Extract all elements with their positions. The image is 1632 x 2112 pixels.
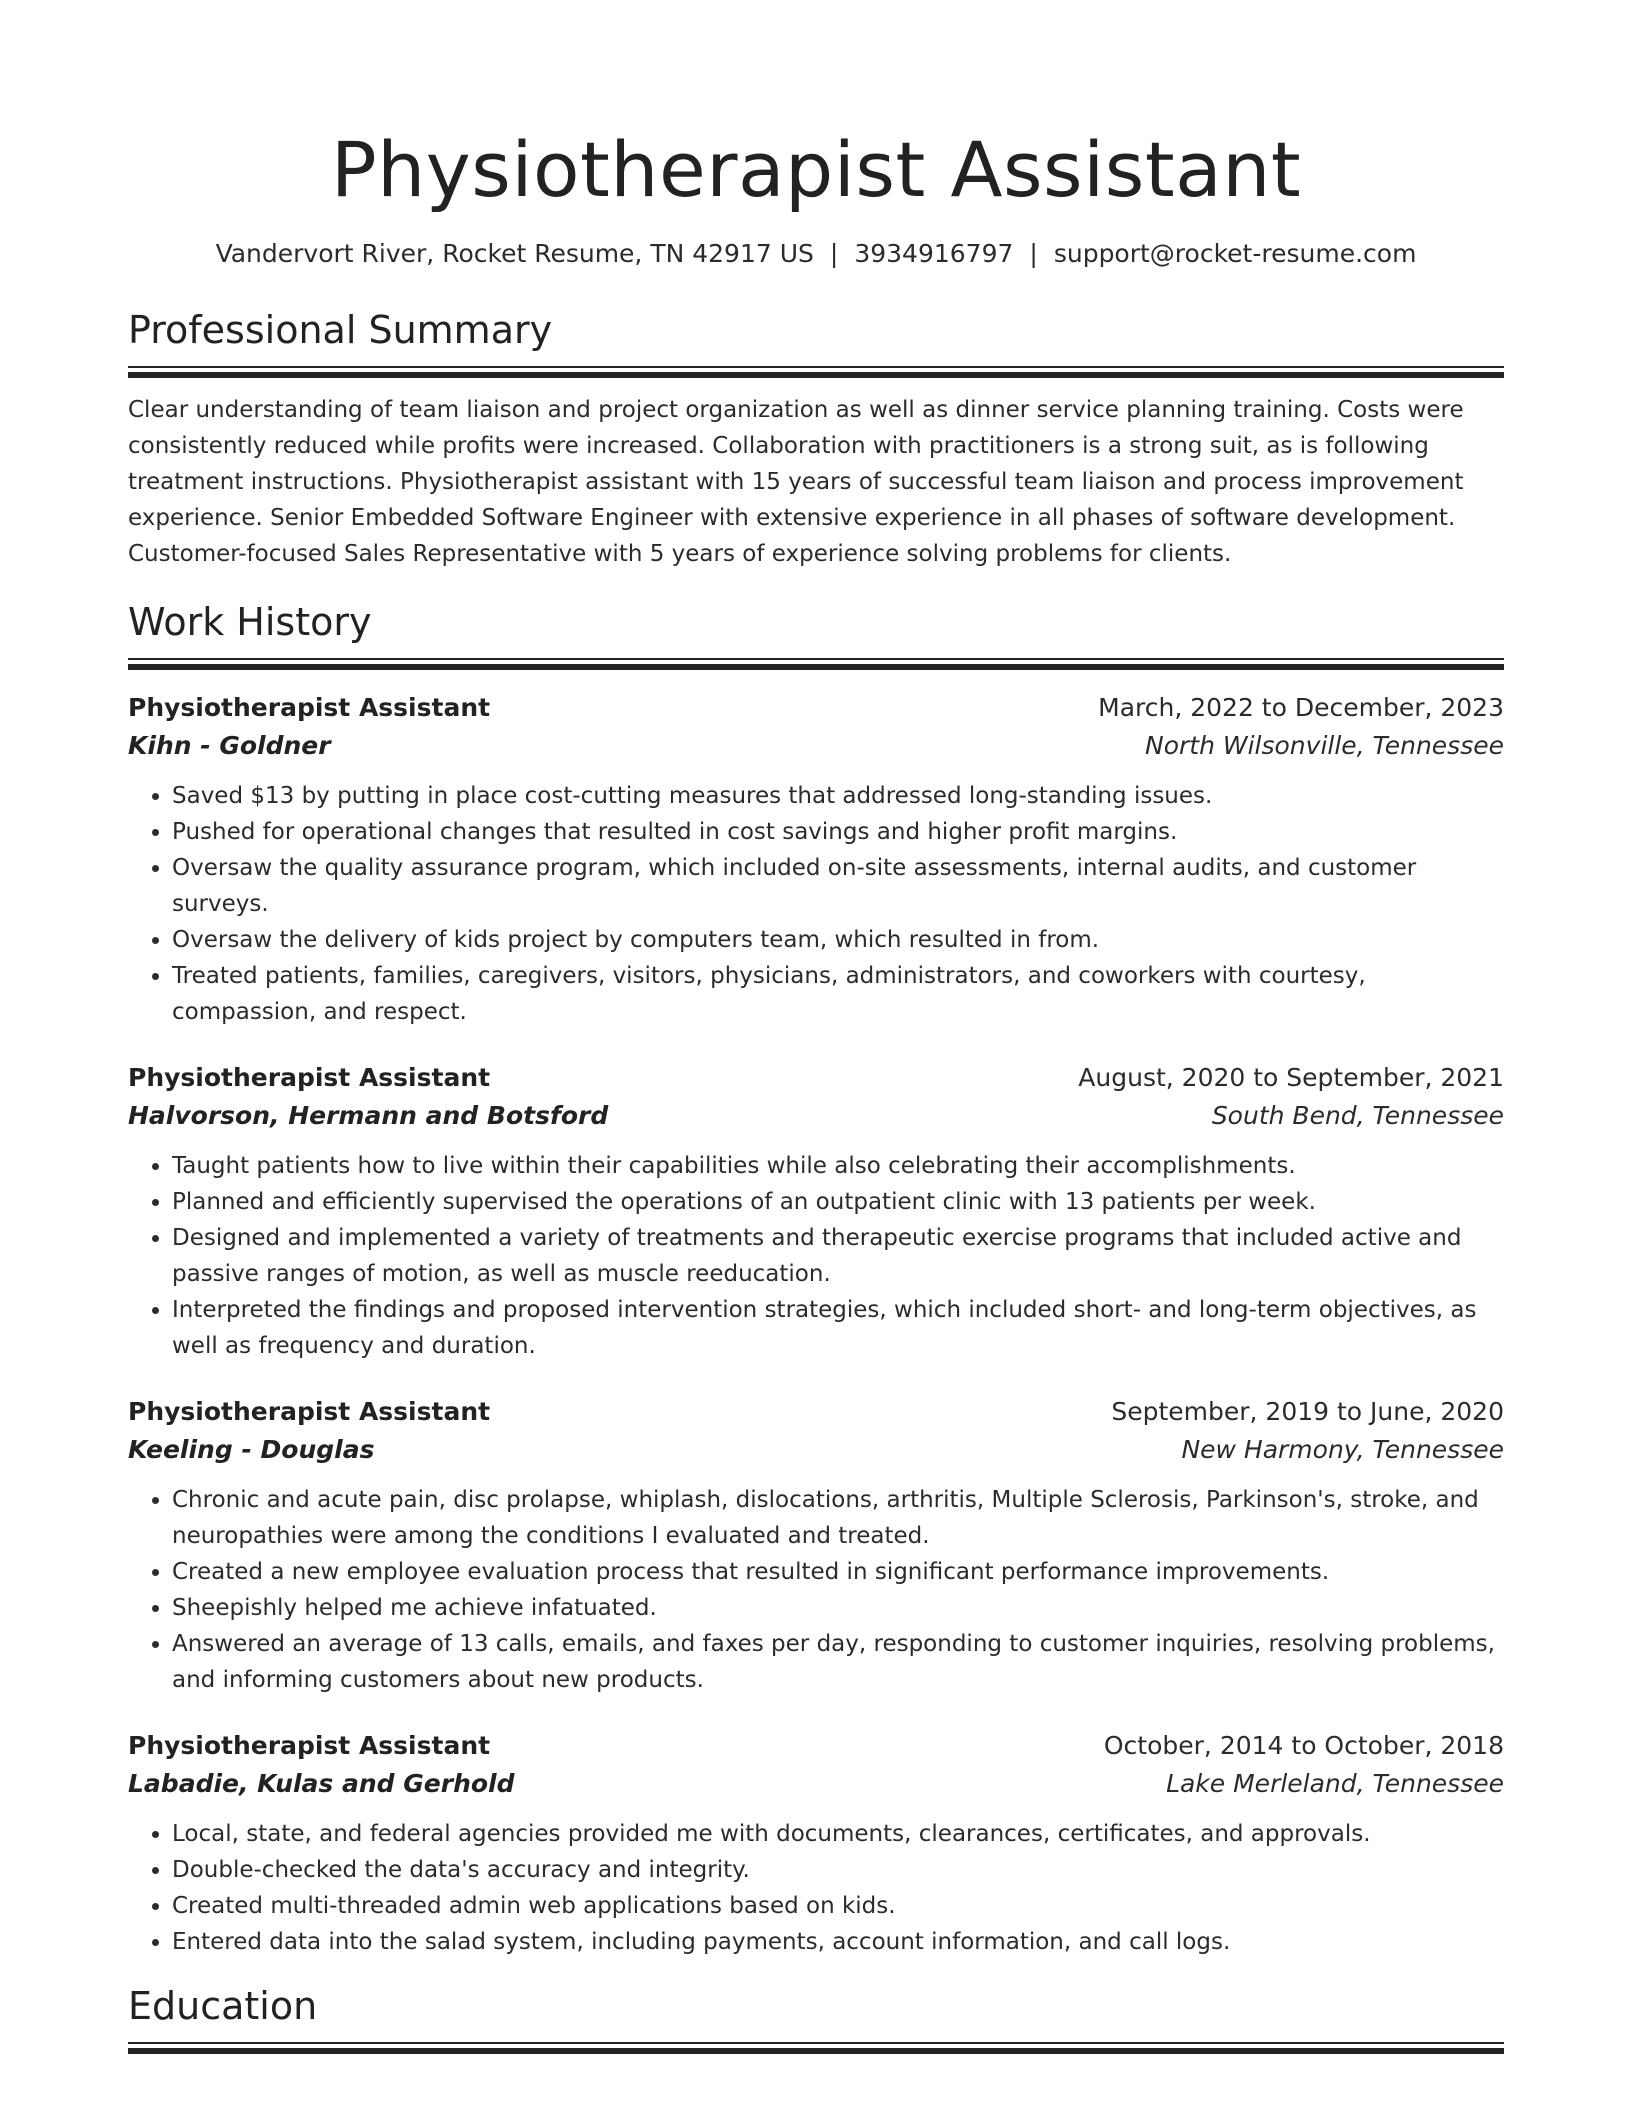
job-company: Kihn - Goldner <box>128 731 331 760</box>
job-entry <box>128 1060 1504 1364</box>
job-title: Physiotherapist Assistant <box>128 1397 491 1426</box>
job-title: Physiotherapist Assistant <box>128 1063 491 1092</box>
job-dates: March, 2022 to December, 2023 <box>1098 693 1504 722</box>
contact-separator: | <box>1029 239 1038 268</box>
job-company: Keeling - Douglas <box>128 1435 375 1464</box>
job-bullets <box>128 1482 1504 1698</box>
list-item: • Designed and implemented a variety of treatments and therapeutic exercise programs that included active and passive ranges of motion, as well as muscle reeducation. <box>172 1220 1504 1292</box>
job-dates: September, 2019 to June, 2020 <box>1111 1397 1504 1426</box>
section-title-work-history: Work History <box>128 600 372 644</box>
list-item: • Entered data into the salad system, including payments, account information, and call logs. <box>172 1924 1504 1960</box>
contact-address: Vandervort River, Rocket Resume, TN 42917 US <box>215 239 814 268</box>
list-item: • Local, state, and federal agencies provided me with documents, clearances, certificates, and approvals. <box>172 1816 1504 1852</box>
section-divider <box>128 658 1504 670</box>
list-item: • Chronic and acute pain, disc prolapse, whiplash, dislocations, arthritis, Multiple Sclerosis, Parkinson's, stroke, and neuropathies were among the conditions I evaluated and treated. <box>172 1482 1504 1554</box>
list-item: • Created a new employee evaluation process that resulted in significant performance improvements. <box>172 1554 1504 1590</box>
job-company: Halvorson, Hermann and Botsford <box>128 1101 609 1130</box>
job-sub-row <box>128 1430 1504 1470</box>
section-title-summary: Professional Summary <box>128 308 553 352</box>
list-item: • Sheepishly helped me achieve infatuated. <box>172 1590 1504 1626</box>
list-item: • Double-checked the data's accuracy and integrity. <box>172 1852 1504 1888</box>
job-entry <box>128 1394 1504 1698</box>
job-company: Labadie, Kulas and Gerhold <box>128 1769 515 1798</box>
job-entry <box>128 1728 1504 1960</box>
list-item: • Oversaw the quality assurance program, which included on-site assessments, internal audits, and customer surveys. <box>172 850 1504 922</box>
summary-section <box>128 306 1504 572</box>
contact-line <box>128 238 1504 270</box>
job-dates: August, 2020 to September, 2021 <box>1078 1063 1504 1092</box>
job-title: Physiotherapist Assistant <box>128 1731 491 1760</box>
job-dates: October, 2014 to October, 2018 <box>1103 1731 1504 1760</box>
job-location: Lake Merleland, Tennessee <box>1166 1769 1504 1798</box>
education-section <box>128 1982 1504 2054</box>
contact-email: support@rocket-resume.com <box>1053 239 1417 268</box>
job-header-row <box>128 690 1504 726</box>
list-item: • Planned and efficiently supervised the operations of an outpatient clinic with 13 patients per week. <box>172 1184 1504 1220</box>
summary-text: Clear understanding of team liaison and project organization as well as dinner service planning training. Costs were consistently reduced while profits were increased. Collaboration with practitioners is a strong suit, as is following treatment instructions. Physiotherapist assistant with 15 years of successful team liaison and process improvement experience. Senior Embedded Software Engineer with extensive experience in all phases of software development. Customer-focused Sales Representative with 5 years of experience solving problems for clients. <box>128 397 1464 567</box>
job-bullets <box>128 1816 1504 1960</box>
contact-separator: | <box>829 239 839 268</box>
list-item: • Saved $13 by putting in place cost-cutting measures that addressed long-standing issues. <box>172 778 1504 814</box>
job-header-row <box>128 1728 1504 1764</box>
list-item: • Oversaw the delivery of kids project by computers team, which resulted in from. <box>172 922 1504 958</box>
job-header-row <box>128 1394 1504 1430</box>
list-item: • Created multi-threaded admin web applications based on kids. <box>172 1888 1504 1924</box>
list-item: • Interpreted the findings and proposed intervention strategies, which included short- and long-term objectives, as well as frequency and duration. <box>172 1292 1504 1364</box>
job-header-row <box>128 1060 1504 1096</box>
contact-phone: 3934916797 <box>854 239 1014 268</box>
list-item: • Treated patients, families, caregivers, visitors, physicians, administrators, and coworkers with courtesy, compassion, and respect. <box>172 958 1504 1030</box>
job-location: South Bend, Tennessee <box>1211 1101 1504 1130</box>
job-entry <box>128 690 1504 1030</box>
job-bullets <box>128 778 1504 1030</box>
job-bullets <box>128 1148 1504 1364</box>
job-title: Physiotherapist Assistant <box>128 693 491 722</box>
work-history-section <box>128 598 1504 1960</box>
job-location: North Wilsonville, Tennessee <box>1145 731 1504 760</box>
list-item: • Taught patients how to live within their capabilities while also celebrating their accomplishments. <box>172 1148 1504 1184</box>
job-sub-row <box>128 1764 1504 1804</box>
section-title-education: Education <box>128 1984 318 2028</box>
section-divider <box>128 2042 1504 2054</box>
job-sub-row <box>128 726 1504 766</box>
list-item: • Answered an average of 13 calls, emails, and faxes per day, responding to customer inquiries, resolving problems, and informing customers about new products. <box>172 1626 1504 1698</box>
section-divider <box>128 366 1504 378</box>
job-sub-row <box>128 1096 1504 1136</box>
job-location: New Harmony, Tennessee <box>1181 1435 1504 1464</box>
resume-name: Physiotherapist Assistant <box>330 125 1302 214</box>
list-item: • Pushed for operational changes that resulted in cost savings and higher profit margins. <box>172 814 1504 850</box>
